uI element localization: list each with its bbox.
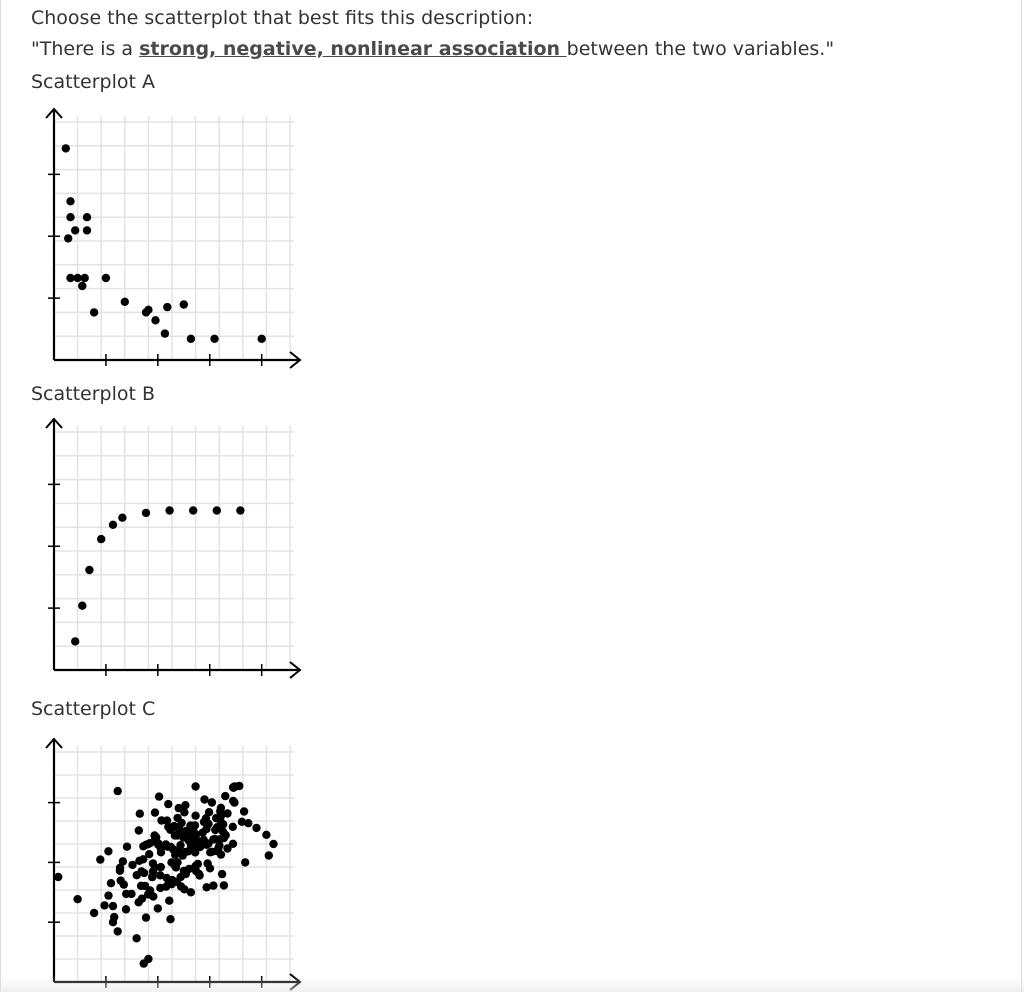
data-point	[85, 566, 93, 574]
data-point	[83, 226, 91, 234]
data-point	[114, 787, 122, 795]
scatterplot-a[interactable]	[38, 104, 308, 370]
data-point	[145, 890, 153, 898]
data-point	[150, 831, 158, 839]
data-point	[116, 864, 124, 872]
data-point	[118, 514, 126, 522]
grid	[54, 116, 294, 360]
data-point	[127, 890, 135, 898]
data-point	[213, 506, 221, 514]
data-point	[241, 858, 249, 866]
data-point	[265, 851, 273, 859]
data-point	[54, 873, 62, 881]
question-description	[31, 37, 834, 61]
data-point	[179, 851, 187, 859]
data-point	[238, 818, 246, 826]
quote-close: between the two variables."	[566, 38, 835, 60]
data-point	[172, 863, 180, 871]
data-point	[107, 879, 115, 887]
data-point	[208, 798, 216, 806]
data-point	[66, 197, 74, 205]
data-point	[64, 234, 72, 242]
data-point	[223, 844, 231, 852]
data-points	[62, 144, 266, 343]
data-point	[123, 843, 131, 851]
data-point	[193, 838, 201, 846]
data-point	[240, 807, 248, 815]
data-point	[166, 915, 174, 923]
data-point	[210, 335, 218, 343]
emphasis-text: strong, negative, nonlinear association	[139, 38, 567, 60]
data-point	[216, 835, 224, 843]
data-point	[109, 902, 117, 910]
data-point	[165, 897, 173, 905]
data-point	[122, 905, 130, 913]
data-point	[136, 810, 144, 818]
data-point	[149, 859, 157, 867]
data-point	[229, 783, 237, 791]
scatterplot-c[interactable]	[38, 734, 308, 992]
data-point	[229, 797, 237, 805]
axes	[46, 419, 300, 678]
data-point	[78, 282, 86, 290]
data-point	[117, 876, 125, 884]
data-point	[109, 521, 117, 529]
data-point	[128, 861, 136, 869]
data-point	[221, 792, 229, 800]
data-point	[142, 841, 150, 849]
data-point	[154, 904, 162, 912]
quote-open: "There is a	[31, 38, 140, 60]
data-point	[182, 827, 190, 835]
option-a-label[interactable]: Scatterplot A	[31, 71, 156, 93]
option-c-label[interactable]: Scatterplot C	[31, 698, 156, 720]
data-point	[151, 316, 159, 324]
data-point	[164, 800, 172, 808]
scatterplot-b[interactable]	[38, 414, 308, 680]
data-point	[187, 335, 195, 343]
data-point	[252, 824, 260, 832]
data-point	[114, 927, 122, 935]
data-point	[140, 869, 148, 877]
data-point	[218, 870, 226, 878]
data-point	[204, 820, 212, 828]
data-point	[220, 881, 228, 889]
data-point	[132, 934, 140, 942]
data-point	[173, 814, 181, 822]
data-point	[180, 808, 188, 816]
data-point	[163, 303, 171, 311]
data-point	[180, 300, 188, 308]
data-point	[194, 860, 202, 868]
data-point	[149, 867, 157, 875]
data-point	[161, 329, 169, 337]
data-point	[203, 859, 211, 867]
data-point	[73, 895, 81, 903]
data-point	[78, 602, 86, 610]
data-point	[191, 812, 199, 820]
data-point	[176, 841, 184, 849]
data-point	[219, 820, 227, 828]
data-point	[90, 909, 98, 917]
data-point	[135, 826, 143, 834]
data-point	[140, 959, 148, 967]
data-point	[269, 840, 277, 848]
data-point	[151, 808, 159, 816]
axes	[46, 109, 300, 368]
data-point	[229, 823, 237, 831]
data-point	[145, 850, 153, 858]
data-point	[62, 144, 70, 152]
data-point	[81, 274, 89, 282]
data-point	[100, 901, 108, 909]
data-point	[97, 535, 105, 543]
data-point	[171, 851, 179, 859]
data-point	[157, 863, 165, 871]
data-point	[104, 891, 112, 899]
data-point	[155, 792, 163, 800]
option-b-label[interactable]: Scatterplot B	[31, 383, 156, 405]
data-point	[189, 506, 197, 514]
data-point	[138, 895, 146, 903]
data-point	[102, 274, 110, 282]
data-point	[202, 841, 210, 849]
data-point	[142, 913, 150, 921]
data-point	[96, 855, 104, 863]
data-point	[90, 308, 98, 316]
data-point	[205, 808, 213, 816]
data-point	[157, 848, 165, 856]
bottom-fade	[0, 976, 1024, 992]
data-point	[66, 213, 74, 221]
data-point	[173, 878, 181, 886]
data-point	[180, 867, 188, 875]
data-point	[142, 509, 150, 517]
data-point	[104, 847, 112, 855]
data-point	[137, 882, 145, 890]
data-point	[165, 506, 173, 514]
data-point	[157, 816, 165, 824]
data-point	[258, 335, 266, 343]
data-point	[175, 824, 183, 832]
data-point	[200, 795, 208, 803]
data-point	[262, 831, 270, 839]
data-point	[180, 885, 188, 893]
data-point	[71, 637, 79, 645]
data-point	[144, 306, 152, 314]
data-point	[71, 226, 79, 234]
question-prompt: Choose the scatterplot that best fits this description:	[31, 7, 534, 29]
data-point	[195, 870, 203, 878]
data-point	[236, 506, 244, 514]
data-point	[110, 913, 118, 921]
data-point	[83, 213, 91, 221]
data-point	[209, 881, 217, 889]
data-point	[121, 298, 129, 306]
data-points	[54, 782, 278, 968]
grid	[54, 426, 294, 670]
data-point	[191, 782, 199, 790]
data-point	[223, 809, 231, 817]
